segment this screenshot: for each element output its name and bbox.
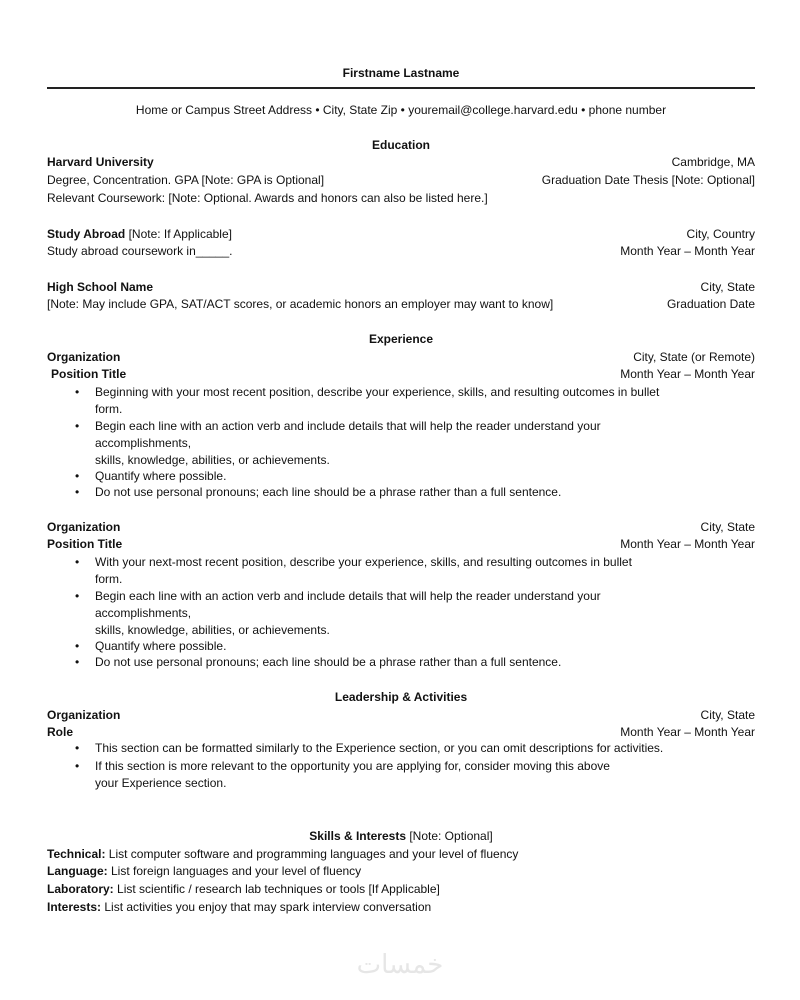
bullet-text: This section can be formatted similarly to the Experience section, or you can omit descriptions for activities.	[95, 741, 664, 755]
highschool-row	[47, 279, 755, 296]
bullet: •	[75, 469, 80, 483]
school-name: Harvard University	[47, 155, 154, 169]
bullet-text: Quantify where possible.	[95, 639, 227, 653]
degree-row	[47, 172, 755, 189]
highschool-location: City, State	[700, 280, 755, 294]
bullet: •	[75, 589, 80, 603]
bullet-text: form.	[95, 572, 123, 586]
abroad-name: Study Abroad	[47, 227, 126, 241]
leadership-row	[47, 707, 755, 724]
bullet-text: skills, knowledge, abilities, or achievements.	[95, 453, 330, 467]
role-title: Role	[47, 725, 74, 739]
abroad-dates: Month Year – Month Year	[620, 244, 755, 258]
bullet-text: skills, knowledge, abilities, or achievements.	[95, 623, 330, 637]
bullet-text: form.	[95, 402, 123, 416]
abroad-row	[47, 226, 755, 243]
graduation-date: Graduation Date Thesis [Note: Optional]	[541, 173, 755, 187]
header-divider	[47, 87, 755, 89]
bullet-text: Beginning with your most recent position, describe your experience, skills, and resulting outcomes in bullet	[95, 385, 660, 399]
abroad-location: City, Country	[686, 227, 755, 241]
position-title: Position Title	[51, 367, 127, 381]
experience-heading: Experience	[368, 332, 434, 346]
position-title: Position Title	[47, 537, 123, 551]
bullet-text: accomplishments,	[95, 436, 192, 450]
highschool-name: High School Name	[47, 280, 154, 294]
org-name: Organization	[47, 708, 121, 722]
school-location: Cambridge, MA	[671, 155, 755, 169]
bullet-text: Begin each line with an action verb and include details that will help the reader understand your	[95, 419, 601, 433]
skill-text: List computer software and programming languages and your level of fluency	[105, 847, 519, 861]
coursework: Relevant Coursework: [Note: Optional. Awards and honors can also be listed here.]	[47, 191, 488, 205]
position-dates: Month Year – Month Year	[620, 367, 755, 381]
skills-heading-row	[47, 828, 755, 845]
bullet-text: If this section is more relevant to the opportunity you are applying for, consider moving this above	[95, 759, 610, 773]
skill-label: Technical:	[47, 847, 106, 861]
bullet: •	[75, 655, 80, 669]
skill-item	[47, 899, 755, 916]
leadership-row-2	[47, 724, 755, 741]
watermark: خمسات	[356, 950, 444, 980]
org-name: Organization	[47, 520, 121, 534]
exp2-row	[47, 519, 755, 536]
bullet-text: Do not use personal pronouns; each line should be a phrase rather than a full sentence.	[95, 655, 562, 669]
abroad-note: [Note: If Applicable]	[125, 227, 232, 241]
skill-text: List activities you enjoy that may spark interview conversation	[101, 900, 432, 914]
resume-name: Firstname Lastname	[342, 66, 460, 80]
exp1-row-2	[47, 366, 755, 383]
org-location: City, State	[700, 708, 755, 722]
degree: Degree, Concentration. GPA [Note: GPA is Optional]	[47, 173, 325, 187]
org-location: City, State	[700, 520, 755, 534]
skill-label: Laboratory:	[47, 882, 114, 896]
contact-line: Home or Campus Street Address • City, State Zip • youremail@college.harvard.edu • phone number	[135, 103, 667, 117]
skill-item	[47, 863, 755, 880]
bullet: •	[75, 385, 80, 399]
bullet-text: accomplishments,	[95, 606, 192, 620]
bullet-text: Do not use personal pronouns; each line should be a phrase rather than a full sentence.	[95, 485, 562, 499]
exp1-row	[47, 349, 755, 366]
skill-text: List foreign languages and your level of fluency	[107, 864, 362, 878]
org-location: City, State (or Remote)	[633, 350, 755, 364]
bullet-text: Begin each line with an action verb and include details that will help the reader understand your	[95, 589, 601, 603]
bullet: •	[75, 419, 80, 433]
org-name: Organization	[47, 350, 121, 364]
exp2-row-2	[47, 536, 755, 553]
highschool-row-2	[47, 296, 755, 313]
skill-label: Language:	[47, 864, 108, 878]
abroad-row-2	[47, 243, 755, 260]
education-heading: Education	[371, 138, 430, 152]
highschool-note: [Note: May include GPA, SAT/ACT scores, or academic honors an employer may want to know]	[47, 297, 554, 311]
bullet: •	[75, 759, 80, 773]
bullet-text: Quantify where possible.	[95, 469, 227, 483]
skill-item	[47, 846, 755, 863]
skill-item	[47, 881, 755, 898]
bullet: •	[75, 741, 80, 755]
skill-label: Interests:	[47, 900, 102, 914]
skill-text: List scientific / research lab techniques or tools [If Applicable]	[113, 882, 440, 896]
role-dates: Month Year – Month Year	[620, 725, 755, 739]
bullet: •	[75, 485, 80, 499]
bullet-text: With your next-most recent position, describe your experience, skills, and resulting outcomes in bullet	[95, 555, 632, 569]
abroad-coursework: Study abroad coursework in_____.	[47, 244, 233, 258]
position-dates: Month Year – Month Year	[620, 537, 755, 551]
bullet: •	[75, 555, 80, 569]
skills-note: [Note: Optional]	[406, 829, 493, 843]
leadership-heading: Leadership & Activities	[334, 690, 468, 704]
highschool-date: Graduation Date	[666, 297, 755, 311]
bullet-text: your Experience section.	[95, 776, 227, 790]
harvard-row	[47, 154, 755, 171]
skills-heading: Skills & Interests	[309, 829, 406, 843]
bullet: •	[75, 639, 80, 653]
